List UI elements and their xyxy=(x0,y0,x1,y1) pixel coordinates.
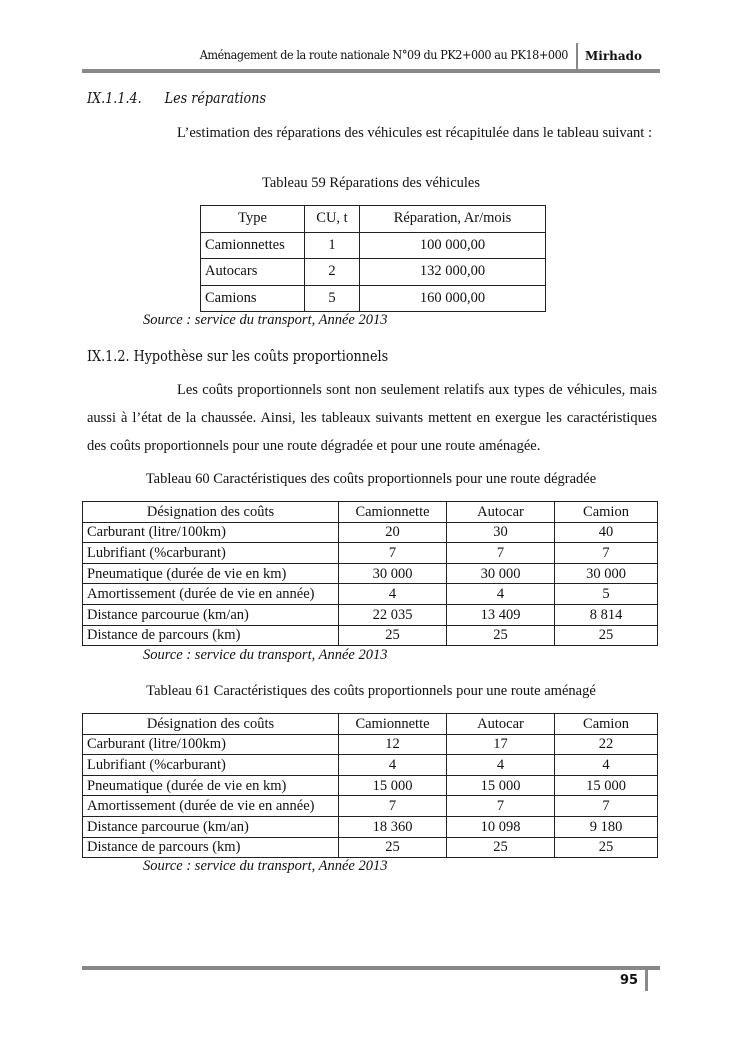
cell: Distance parcourue (km/an) xyxy=(83,604,339,625)
cell: 4 xyxy=(447,584,555,605)
column-header: CU, t xyxy=(305,206,360,233)
table-row xyxy=(83,543,658,564)
cell: 4 xyxy=(555,755,658,776)
cell: 7 xyxy=(339,543,447,564)
table-row xyxy=(83,734,658,755)
column-header: Type xyxy=(201,206,305,233)
cell: 5 xyxy=(555,584,658,605)
cell: Camionnettes xyxy=(201,232,305,259)
table-61-caption: Tableau 61 Caractéristiques des coûts proportionnels pour une route aménagé xyxy=(146,683,596,699)
cell: Distance parcourue (km/an) xyxy=(83,816,339,837)
table-row xyxy=(83,837,658,858)
table-61-source: Source : service du transport, Année 2013 xyxy=(143,858,388,874)
running-header-title: Aménagement de la route nationale N°09 du PK2+000 au PK18+000 xyxy=(199,47,569,62)
cell: Amortissement (durée de vie en année) xyxy=(83,584,339,605)
cell: Autocars xyxy=(201,259,305,286)
table-row xyxy=(201,232,546,259)
table-row xyxy=(201,259,546,286)
running-header-author: Mirhado xyxy=(585,49,643,63)
section-heading-hypothese: IX.1.2. Hypothèse sur les coûts proportionnels xyxy=(87,349,389,365)
cell: 132 000,00 xyxy=(360,259,546,286)
cell: Pneumatique (durée de vie en km) xyxy=(83,563,339,584)
header-rule xyxy=(82,69,660,73)
cell: 1 xyxy=(305,232,360,259)
cell: 20 xyxy=(339,522,447,543)
table-61 xyxy=(82,713,658,858)
section-heading-reparations xyxy=(87,91,266,107)
cell: 4 xyxy=(339,584,447,605)
cell: 22 xyxy=(555,734,658,755)
table-header-row xyxy=(83,714,658,735)
table-row xyxy=(83,816,658,837)
section-number: IX.1.1.4. xyxy=(87,91,142,107)
cell: Lubrifiant (%carburant) xyxy=(83,755,339,776)
cell: 25 xyxy=(447,625,555,646)
cell: 7 xyxy=(555,796,658,817)
cell: 25 xyxy=(447,837,555,858)
cell: 30 000 xyxy=(447,563,555,584)
cell: Camions xyxy=(201,285,305,312)
cell: 25 xyxy=(555,837,658,858)
column-header: Désignation des coûts xyxy=(83,714,339,735)
cell: 25 xyxy=(339,837,447,858)
table-header-row xyxy=(83,502,658,523)
column-header: Désignation des coûts xyxy=(83,502,339,523)
cell: Carburant (litre/100km) xyxy=(83,734,339,755)
cell: 7 xyxy=(339,796,447,817)
cell: 4 xyxy=(447,755,555,776)
table-59-source: Source : service du transport, Année 2013 xyxy=(143,312,388,328)
cell: 7 xyxy=(447,796,555,817)
table-row xyxy=(83,755,658,776)
cell: 30 000 xyxy=(555,563,658,584)
cell: 40 xyxy=(555,522,658,543)
table-row xyxy=(83,796,658,817)
cell: 10 098 xyxy=(447,816,555,837)
cell: 8 814 xyxy=(555,604,658,625)
footer-divider xyxy=(645,966,648,991)
table-row xyxy=(83,584,658,605)
cell: 25 xyxy=(555,625,658,646)
cell: Lubrifiant (%carburant) xyxy=(83,543,339,564)
cell: Carburant (litre/100km) xyxy=(83,522,339,543)
cell: 18 360 xyxy=(339,816,447,837)
table-row xyxy=(83,563,658,584)
table-59 xyxy=(200,205,546,312)
table-row xyxy=(83,604,658,625)
table-59-caption: Tableau 59 Réparations des véhicules xyxy=(261,175,481,191)
cell: Distance de parcours (km) xyxy=(83,837,339,858)
column-header: Camion xyxy=(555,502,658,523)
cell: 15 000 xyxy=(555,775,658,796)
cell: Distance de parcours (km) xyxy=(83,625,339,646)
cell: 17 xyxy=(447,734,555,755)
table-row xyxy=(83,522,658,543)
cell: 30 000 xyxy=(339,563,447,584)
cell: 13 409 xyxy=(447,604,555,625)
cell: 5 xyxy=(305,285,360,312)
cell: 160 000,00 xyxy=(360,285,546,312)
cell: 25 xyxy=(339,625,447,646)
cell: 9 180 xyxy=(555,816,658,837)
cell: Pneumatique (durée de vie en km) xyxy=(83,775,339,796)
cell: 100 000,00 xyxy=(360,232,546,259)
column-header: Réparation, Ar/mois xyxy=(360,206,546,233)
cell: 4 xyxy=(339,755,447,776)
column-header: Camionnette xyxy=(339,502,447,523)
table-60-caption: Tableau 60 Caractéristiques des coûts proportionnels pour une route dégradée xyxy=(145,471,597,487)
cell: 12 xyxy=(339,734,447,755)
column-header: Camionnette xyxy=(339,714,447,735)
cell: 30 xyxy=(447,522,555,543)
cell: 22 035 xyxy=(339,604,447,625)
cell: 15 000 xyxy=(339,775,447,796)
table-row xyxy=(83,775,658,796)
paragraph-reparations: L’estimation des réparations des véhicules est récapitulée dans le tableau suivant : xyxy=(177,125,652,141)
page-number: 95 xyxy=(620,973,639,988)
cell: 7 xyxy=(447,543,555,564)
column-header: Autocar xyxy=(447,714,555,735)
cell: 7 xyxy=(555,543,658,564)
table-row xyxy=(83,625,658,646)
cell: Amortissement (durée de vie en année) xyxy=(83,796,339,817)
column-header: Autocar xyxy=(447,502,555,523)
table-row xyxy=(201,285,546,312)
footer-rule xyxy=(82,966,660,970)
cell: 2 xyxy=(305,259,360,286)
table-60 xyxy=(82,501,658,646)
cell: 15 000 xyxy=(447,775,555,796)
section-title: Les réparations xyxy=(164,91,267,107)
table-60-source: Source : service du transport, Année 2013 xyxy=(143,647,388,663)
paragraph-hypothese: Les coûts proportionnels sont non seulement relatifs aux types de véhicules, mais aussi à l’état de la chaussée. Ainsi, les tableaux suivants mettent en exergue les caractéristiques des coûts proportionnels pour une route dégradée et pour une route aménagée. xyxy=(87,382,657,454)
column-header: Camion xyxy=(555,714,658,735)
table-header-row xyxy=(201,206,546,233)
